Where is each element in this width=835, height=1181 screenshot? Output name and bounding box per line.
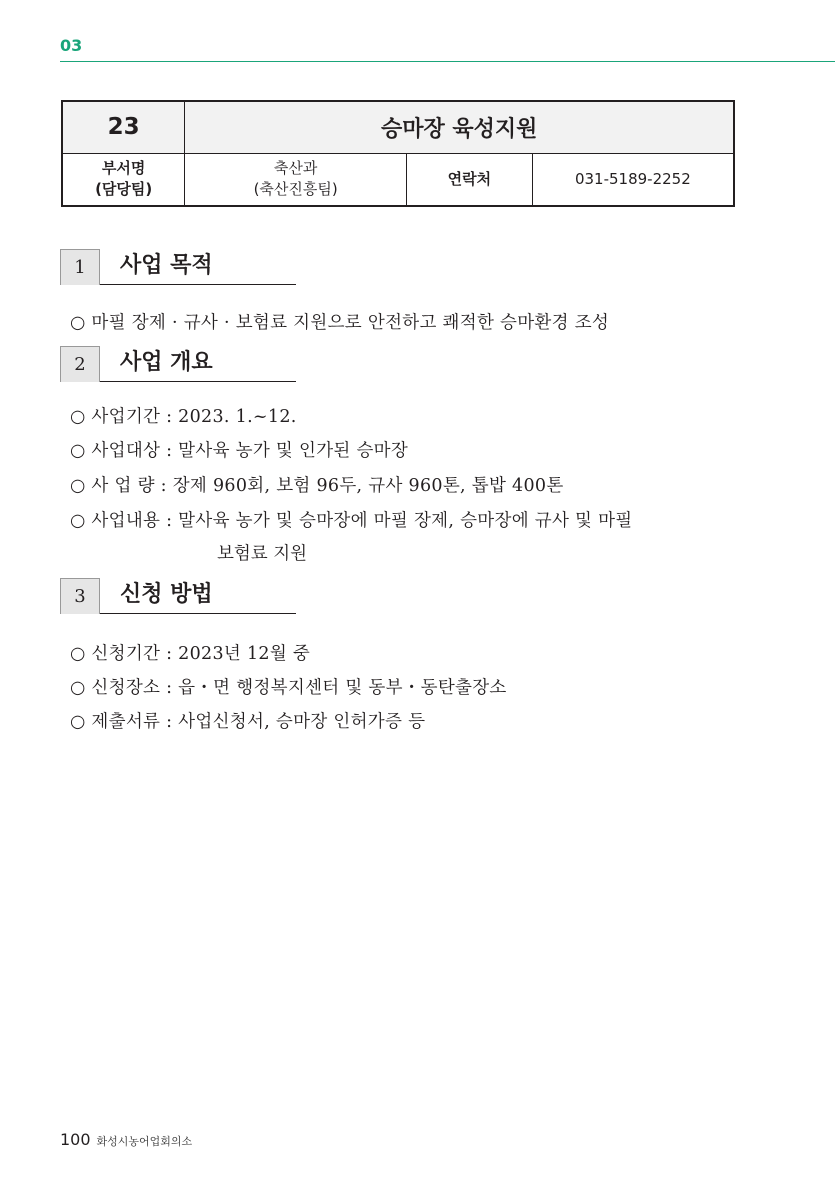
section-number: 1	[60, 249, 100, 285]
header-divider	[60, 61, 835, 62]
program-info-table	[61, 100, 735, 207]
section-heading-overview	[60, 346, 296, 382]
list-item: ○ 마필 장제 · 규사 · 보험료 지원으로 안전하고 쾌적한 승마환경 조성	[70, 313, 610, 333]
chapter-number: 03	[60, 36, 83, 55]
dept-label-line1: 부서명	[101, 159, 146, 178]
list-item: ○ 제출서류 : 사업신청서, 승마장 인허가증 등	[70, 712, 426, 732]
dept-value-line1: 축산과	[273, 159, 318, 178]
list-item: ○ 신청장소 : 읍・면 행정복지센터 및 동부・동탄출장소	[70, 678, 507, 698]
list-item-continuation: 보험료 지원	[217, 544, 308, 564]
list-item: ○ 신청기간 : 2023년 12월 중	[70, 644, 311, 664]
dept-value	[185, 153, 407, 206]
section-title: 사업 개요	[120, 350, 213, 375]
program-title: 승마장 육성지원	[185, 101, 734, 153]
list-item: ○ 사업대상 : 말사육 농가 및 인가된 승마장	[70, 441, 409, 461]
organization-name: 화성시농어업회의소	[96, 1135, 193, 1148]
dept-value-line2: (축산진흥팀)	[253, 180, 338, 199]
section-number: 3	[60, 578, 100, 614]
section-title: 사업 목적	[120, 253, 213, 278]
dept-label-line2: (담당팀)	[95, 180, 153, 199]
section-heading-application	[60, 578, 296, 614]
page-footer	[60, 1130, 192, 1149]
contact-value: 031-5189-2252	[532, 153, 734, 206]
page-number: 100	[60, 1130, 91, 1149]
list-item: ○ 사 업 량 : 장제 960회, 보험 96두, 규사 960톤, 톱밥 400톤	[70, 476, 564, 496]
dept-label	[62, 153, 185, 206]
contact-label: 연락처	[406, 153, 532, 206]
section-number: 2	[60, 346, 100, 382]
program-number: 23	[62, 101, 185, 153]
section-title: 신청 방법	[120, 582, 213, 607]
list-item: ○ 사업기간 : 2023. 1.~12.	[70, 407, 297, 427]
section-heading-purpose	[60, 249, 296, 285]
list-item: ○ 사업내용 : 말사육 농가 및 승마장에 마필 장제, 승마장에 규사 및 마필	[70, 511, 633, 531]
